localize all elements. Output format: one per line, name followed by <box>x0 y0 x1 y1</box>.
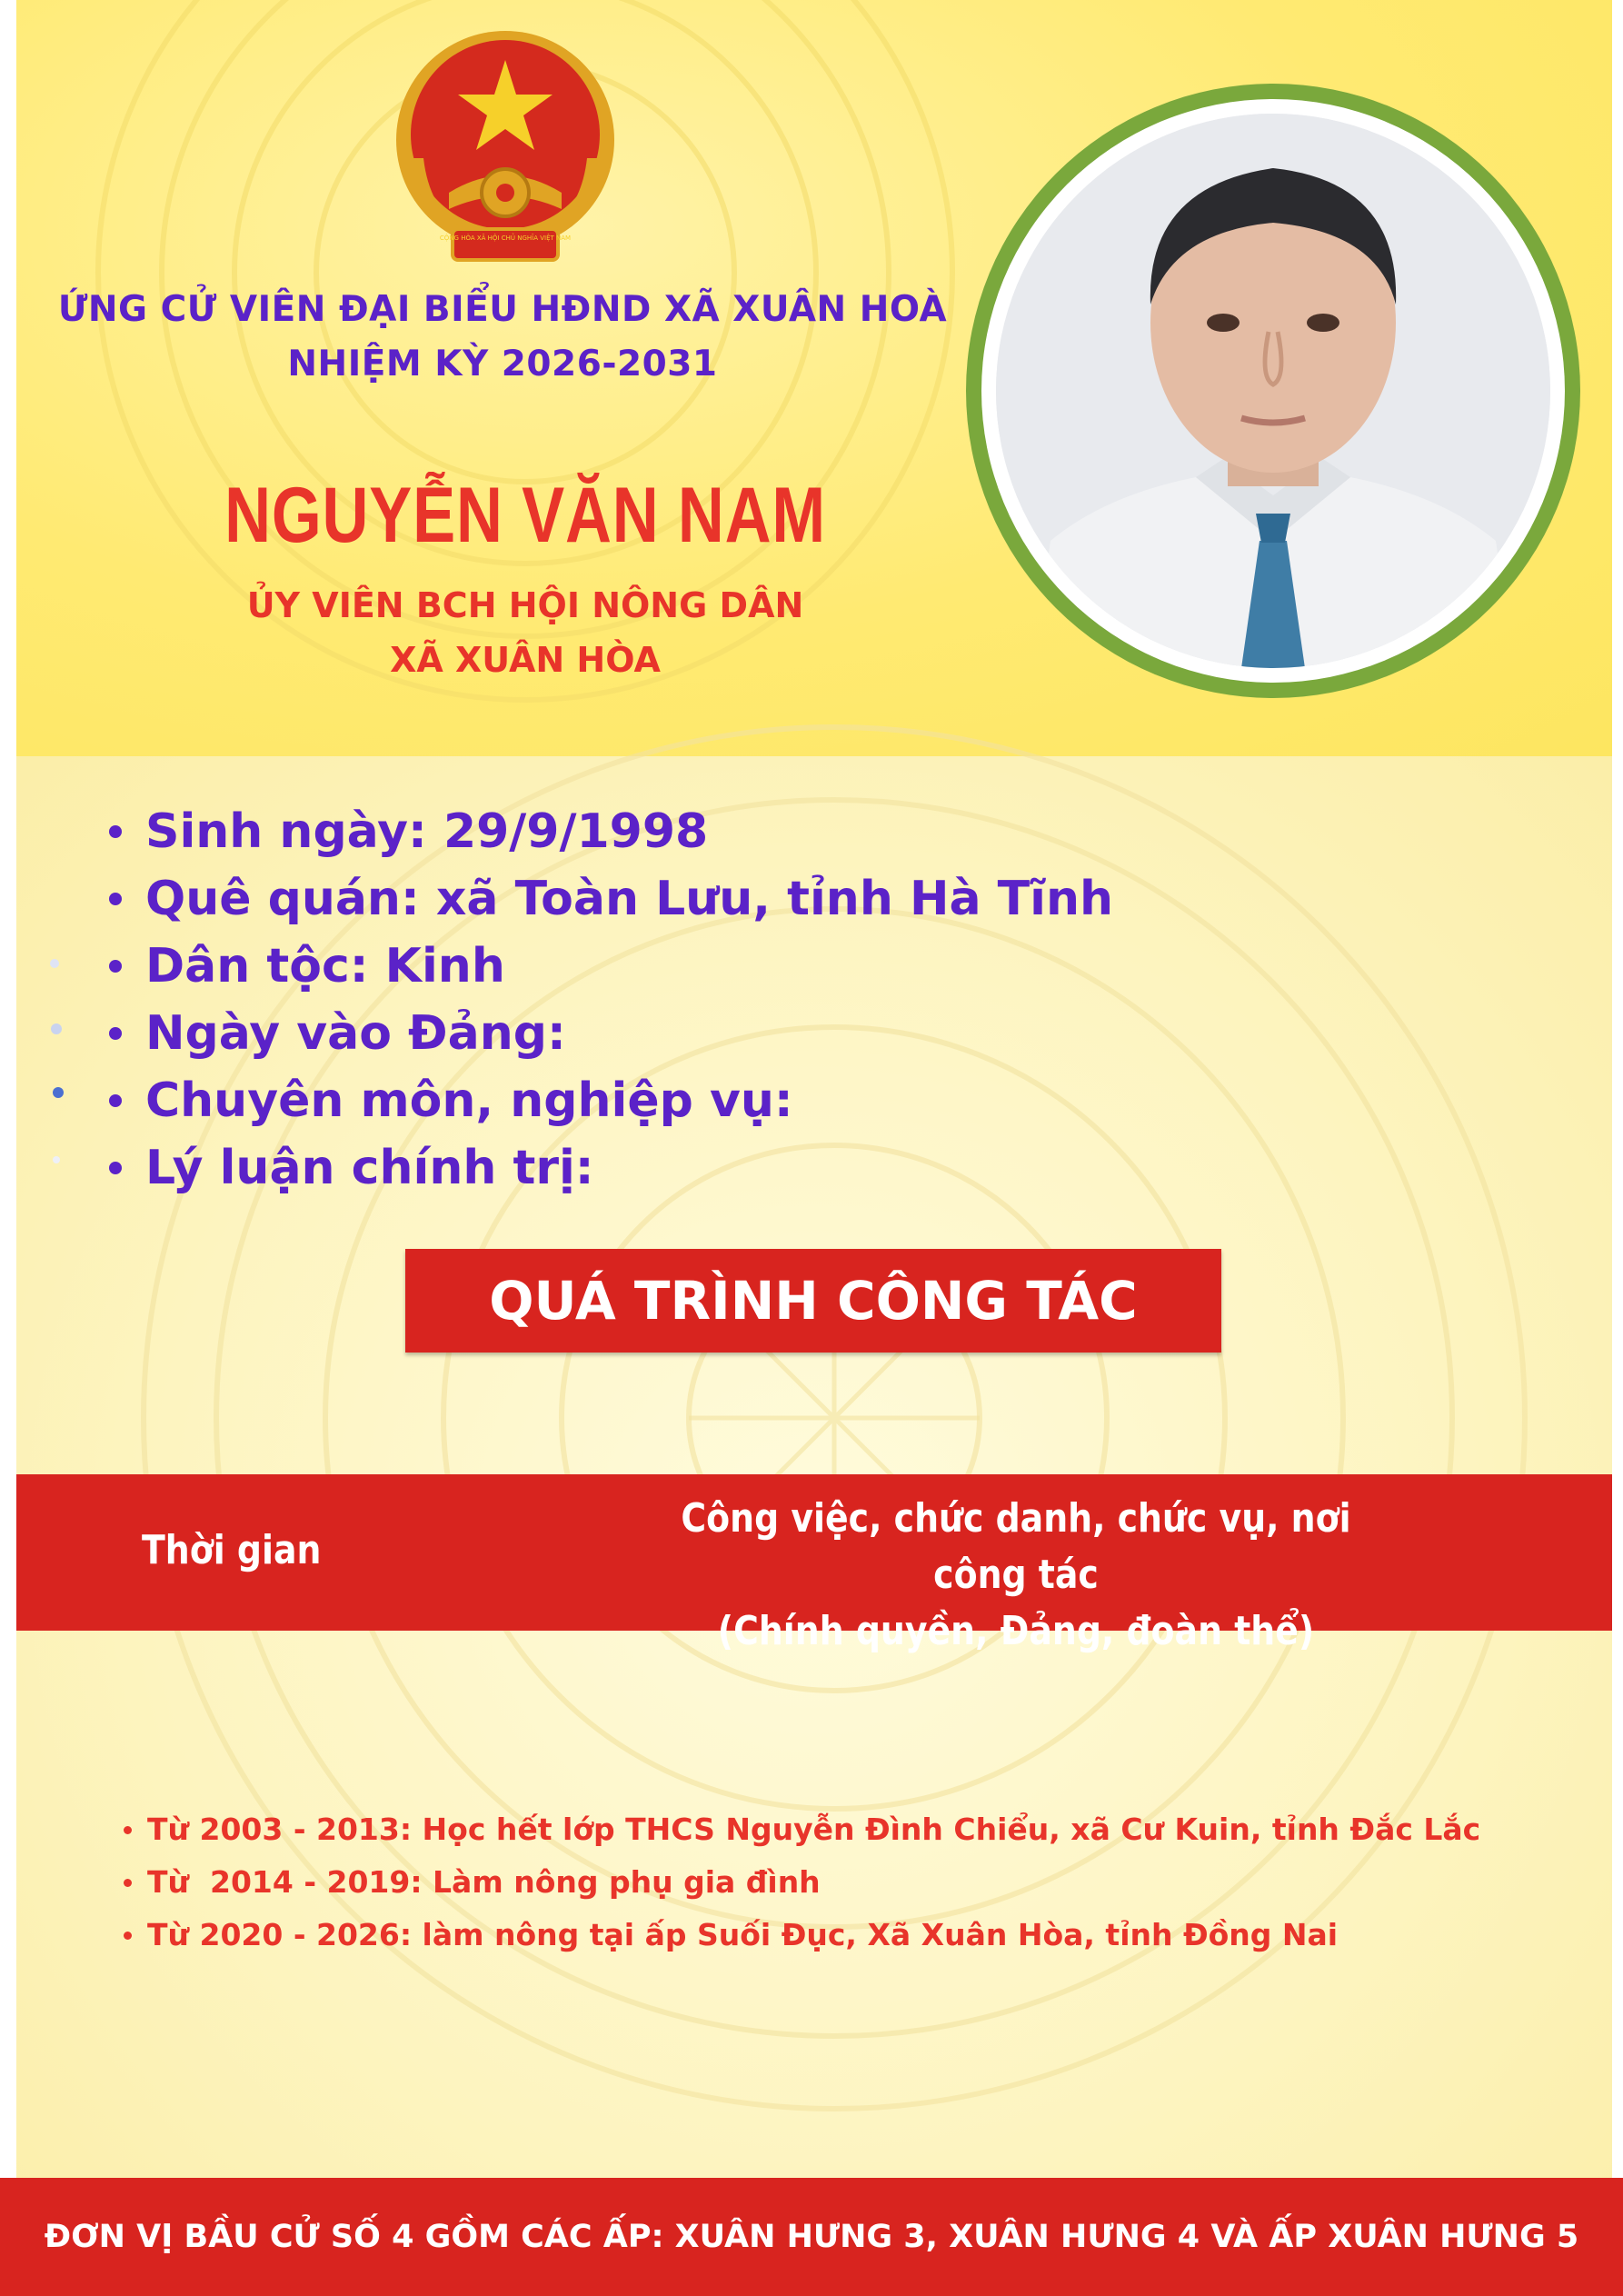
candidate-name: NGUYỄN VĂN NAM <box>224 472 826 559</box>
column-job-header <box>656 1491 1375 1660</box>
candidate-role-line-1: ỦY VIÊN BCH HỘI NÔNG DÂN <box>246 585 804 625</box>
work-history-item: Từ 2014 - 2019: Làm nông phụ gia đình <box>118 1856 1480 1909</box>
emblem-text: CỘNG HÒA XÃ HỘI CHỦ NGHĨA VIỆT NAM <box>439 235 572 242</box>
column-time-header: Thời gian <box>142 1527 322 1573</box>
portrait-photo <box>996 114 1550 668</box>
title-line-1: ỨNG CỬ VIÊN ĐẠI BIỂU HĐND XÃ XUÂN HOÀ <box>57 289 948 330</box>
info-birthdate: Sinh ngày: 29/9/1998 <box>100 798 1113 865</box>
poster-sheet <box>16 0 1612 2296</box>
column-job-header-line-2: (Chính quyền, Đảng, đoàn thể) <box>717 1608 1315 1654</box>
portrait-frame <box>981 99 1565 683</box>
info-hometown: Quê quán: xã Toàn Lưu, tỉnh Hà Tĩnh <box>100 865 1113 933</box>
work-history-item: Từ 2020 - 2026: làm nông tại ấp Suối Đục, Xã Xuân Hòa, tỉnh Đồng Nai <box>118 1909 1480 1962</box>
personal-info-list <box>100 798 1113 1202</box>
national-emblem-icon <box>382 22 629 269</box>
info-political-theory: Lý luận chính trị: <box>100 1134 1113 1202</box>
decorative-specks <box>44 945 80 1182</box>
work-history-item: Từ 2003 - 2013: Học hết lớp THCS Nguyễn Đình Chiểu, xã Cư Kuin, tỉnh Đắc Lắc <box>118 1803 1480 1856</box>
title-line-2: NHIỆM KỲ 2026-2031 <box>287 344 718 384</box>
info-profession: Chuyên môn, nghiệp vụ: <box>100 1067 1113 1134</box>
info-ethnicity: Dân tộc: Kinh <box>100 933 1113 1000</box>
portrait-illustration <box>996 114 1550 668</box>
electoral-unit-footer: ĐƠN VỊ BẦU CỬ SỐ 4 GỒM CÁC ẤP: XUÂN HƯNG 3, XUÂN HƯNG 4 VÀ ẤP XUÂN HƯNG 5 <box>0 2178 1623 2296</box>
candidate-role-line-2: XÃ XUÂN HÒA <box>390 640 661 680</box>
info-party-date: Ngày vào Đảng: <box>100 1000 1113 1067</box>
work-history-list <box>118 1803 1480 1962</box>
work-history-heading: QUÁ TRÌNH CÔNG TÁC <box>405 1249 1221 1353</box>
column-job-header-line-1: Công việc, chức danh, chức vụ, nơi công tác <box>681 1495 1351 1598</box>
